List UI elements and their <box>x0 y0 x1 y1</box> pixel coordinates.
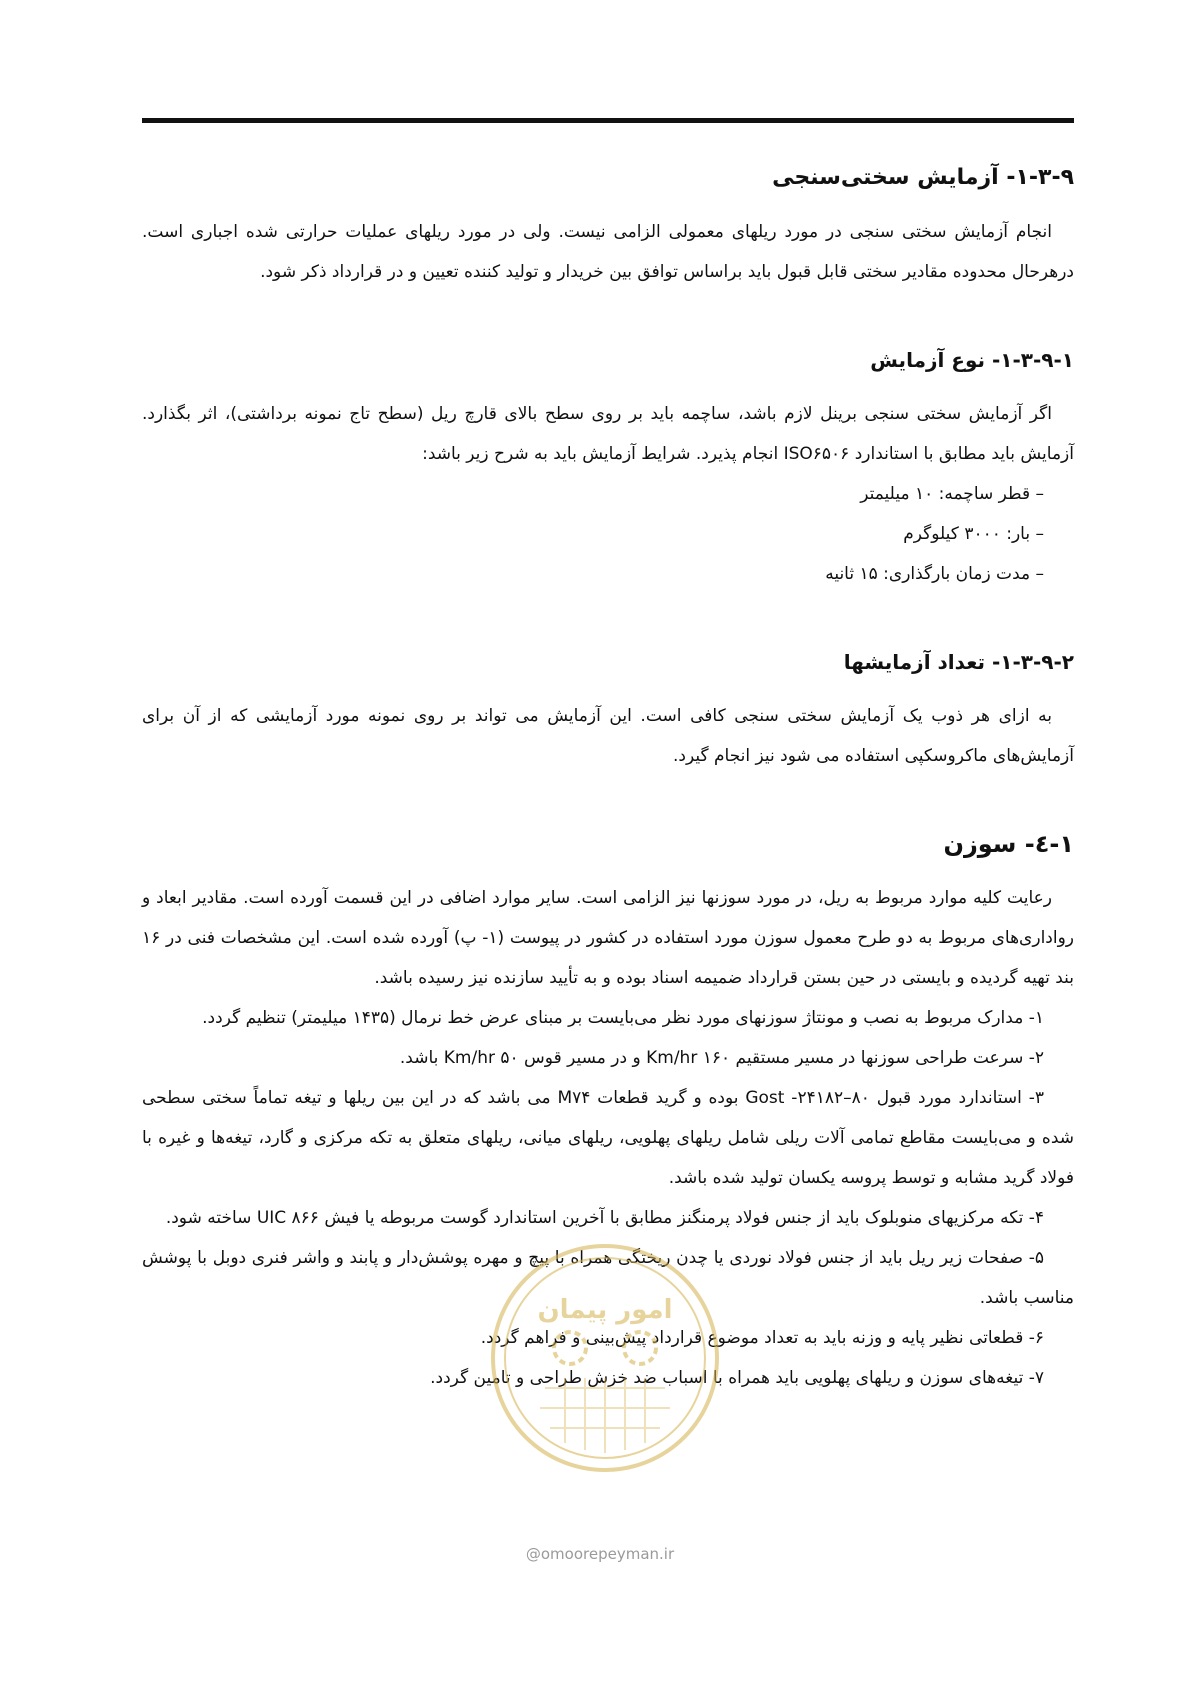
paragraph-hardness-test: انجام آزمایش سختی سنجی در مورد ریلهای معمولی الزامی نیست. ولی در مورد ریلهای عملیات حرارتی شده اجباری است. درهرحال محدوده مقادیر سختی قابل قبول باید براساس توافق بین خریدار و تولید کننده تعیین و در قرارداد ذکر شود. <box>142 222 1074 282</box>
header-rule <box>142 118 1074 123</box>
list-item: ۳- استاندارد مورد قبول ۸۰–۲۴۱۸۲- Gost بوده و گرید قطعات M۷۴ می باشد که در این بین ریلها و تیغه تماماً سختی سطحی شده و می‌بایست مقاطع تمامی آلات ریلی شامل ریلهای پهلویی، ریلهای میانی، ریلهای متعلق به تکه مرکزی و گارد، تیغه‌ها و غیره با فولاد گرید مشابه و توسط پروسه یکسان تولید شده باشد. <box>142 1088 1074 1188</box>
test-conditions-list <box>142 474 1074 594</box>
paragraph-test-count: به ازای هر ذوب یک آزمایش سختی سنجی کافی است. این آزمایش می تواند بر روی نمونه مورد آزمایشی که از آن برای آزمایش‌های ماکروسکپی استفاده می شود نیز انجام گیرد. <box>142 706 1074 766</box>
list-item: ۱- مدارک مربوط به نصب و مونتاژ سوزنهای مورد نظر می‌بایست بر مبنای عرض خط نرمال (۱۴۳۵ میلیمتر) تنظیم گردد. <box>202 1008 1044 1028</box>
switch-requirements-list <box>142 998 1074 1398</box>
list-item: – مدت زمان بارگذاری: ۱۵ ثانیه <box>825 564 1044 584</box>
page-content <box>142 158 1074 1398</box>
list-item: ۵- صفحات زیر ریل باید از جنس فولاد نوردی یا چدن ریختگی همراه با پیچ و مهره پوشش‌دار و پابند و واشر فنری دوبل با پوشش مناسب باشد. <box>142 1248 1074 1308</box>
section-heading-test-count: ۱-۳-۹-۲- تعداد آزمایشها <box>843 650 1074 674</box>
section-heading-hardness-test: ۱-۳-۹- آزمایش سختی‌سنجی <box>772 165 1074 190</box>
list-item: ۴- تکه مرکزیهای منوبلوک باید از جنس فولاد پرمنگنز مطابق با آخرین استاندارد گوست مربوطه یا فیش UIC ۸۶۶ ساخته شود. <box>165 1208 1044 1228</box>
section-heading-test-type: ۱-۳-۹-۱- نوع آزمایش <box>870 348 1074 372</box>
watermark-logo-text: امور پیمان <box>537 1295 673 1325</box>
list-item: ۲- سرعت طراحی سوزنها در مسیر مستقیم ۱۶۰ Km/hr و در مسیر قوس ۵۰ Km/hr باشد. <box>399 1048 1044 1068</box>
paragraph-switch: رعایت کلیه موارد مربوط به ریل، در مورد سوزنها نیز الزامی است. سایر موارد اضافی در این قسمت آورده است. مقادیر ابعاد و رواداری‌های مربوط به دو طرح معمول سوزن مورد استفاده در کشور در پیوست (۱- پ) آورده شده است. این مشخصات فنی در ۱۶ بند تهیه گردیده و بایستی در حین بستن قرارداد ضمیمه اسناد بوده و به تأیید سازنده نیز رسیده باشد. <box>142 888 1075 988</box>
section-heading-switch: ۱-٤- سوزن <box>943 830 1074 858</box>
paragraph-test-type: اگر آزمایش سختی سنجی برینل لازم باشد، ساچمه باید بر روی سطح بالای قارچ ریل (سطح تاج نمونه برداشتی)، اثر بگذارد. آزمایش باید مطابق با استاندارد ISO۶۵۰۶ انجام پذیرد. شرایط آزمایش باید به شرح زیر باشد: <box>142 404 1074 464</box>
list-item: – قطر ساچمه: ۱۰ میلیمتر <box>860 484 1044 504</box>
list-item: ۶- قطعاتی نظیر پایه و وزنه باید به تعداد موضوع قرارداد پیش‌بینی و فراهم گردد. <box>480 1328 1044 1348</box>
list-item: – بار: ۳۰۰۰ کیلوگرم <box>903 524 1044 544</box>
watermark-site: @omoorepeyman.ir <box>525 1545 675 1563</box>
list-item: ۷- تیغه‌های سوزن و ریلهای پهلویی باید همراه با اسباب ضد خزش طراحی و تامین گردد. <box>430 1368 1044 1388</box>
